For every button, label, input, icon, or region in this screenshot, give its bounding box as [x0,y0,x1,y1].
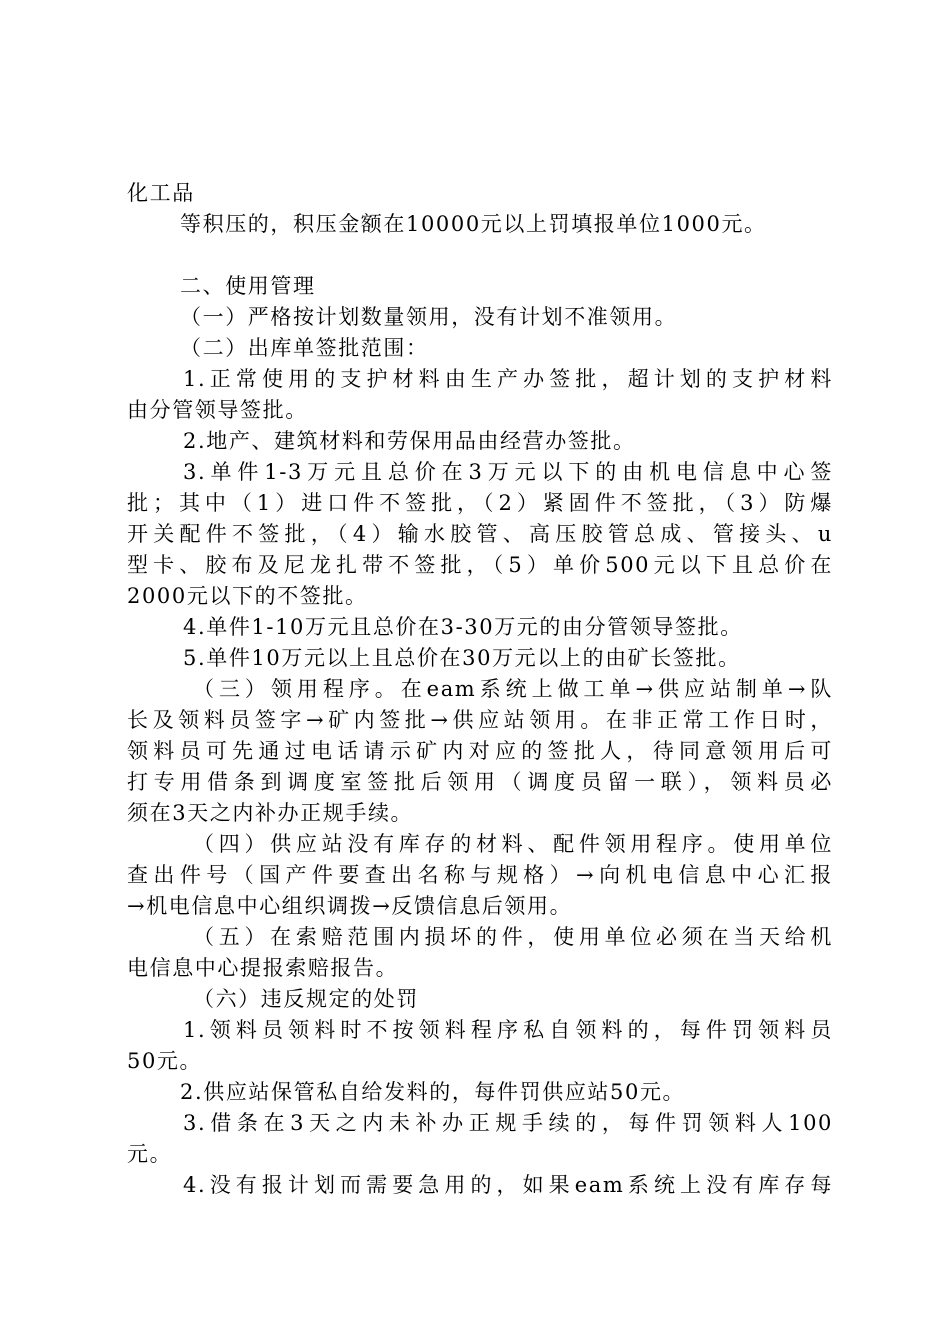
text-line: 开关配件不签批，（4）输水胶管、高压胶管总成、管接头、u [127,522,833,546]
text-line: 2000元以下的不签批。 [127,584,368,608]
text-line: 4.没有报计划而需要急用的，如果eam系统上没有库存每 [183,1173,833,1197]
text-line: （二）出库单签批范围： [180,336,429,360]
text-line: 化工品 [127,181,195,205]
text-line: 2.供应站保管私自给发料的，每件罚供应站50元。 [180,1080,686,1104]
text-line: 打专用借条到调度室签批后领用（调度员留一联），领料员必 [127,770,833,794]
text-line: 由分管领导签批。 [127,398,308,422]
text-line: （六）违反规定的处罚 [193,987,419,1011]
text-line: 3.单件1-3万元且总价在3万元以下的由机电信息中心签 [183,460,833,484]
text-line: 2.地产、建筑材料和劳保用品由经营办签批。 [183,429,636,453]
text-line: （一）严格按计划数量领用，没有计划不准领用。 [180,305,678,329]
blank-line [127,240,833,271]
text-line: 电信息中心提报索赔报告。 [127,956,399,980]
text-line: 等积压的，积压金额在10000元以上罚填报单位1000元。 [180,212,767,236]
text-line: 领料员可先通过电话请示矿内对应的签批人，待同意领用后可 [127,739,833,763]
text-line: 型卡、胶布及尼龙扎带不签批，（5）单价500元以下且总价在 [127,553,833,577]
text-line: 查出件号（国产件要查出名称与规格）→向机电信息中心汇报 [127,863,833,887]
section-heading: 二、使用管理 [180,274,316,298]
text-line: 4.单件1-10万元且总价在3-30万元的由分管领导签批。 [183,615,743,639]
text-line: 1.领料员领料时不按领料程序私自领料的，每件罚领料员 [183,1018,833,1042]
text-line: 5.单件10万元以上且总价在30万元以上的由矿长签批。 [183,646,741,670]
text-line: （三）领用程序。在eam系统上做工单→供应站制单→队 [193,677,833,701]
text-line: 元。 [127,1142,173,1166]
text-line: 长及领料员签字→矿内签批→供应站领用。在非正常工作日时， [127,708,833,732]
text-line: 批；其中（1）进口件不签批，（2）紧固件不签批，（3）防爆 [127,491,833,515]
document-body [127,178,833,1201]
text-line: （四）供应站没有库存的材料、配件领用程序。使用单位 [193,832,833,856]
text-line: （五）在索赔范围内损坏的件，使用单位必须在当天给机 [193,925,833,949]
text-line: 1.正常使用的支护材料由生产办签批，超计划的支护材料 [183,367,833,391]
text-line: 50元。 [127,1049,203,1073]
text-line: 须在3天之内补办正规手续。 [127,801,414,825]
text-line: 3.借条在3天之内未补办正规手续的，每件罚领料人100 [183,1111,833,1135]
text-line: →机电信息中心组织调拨→反馈信息后领用。 [127,894,573,918]
